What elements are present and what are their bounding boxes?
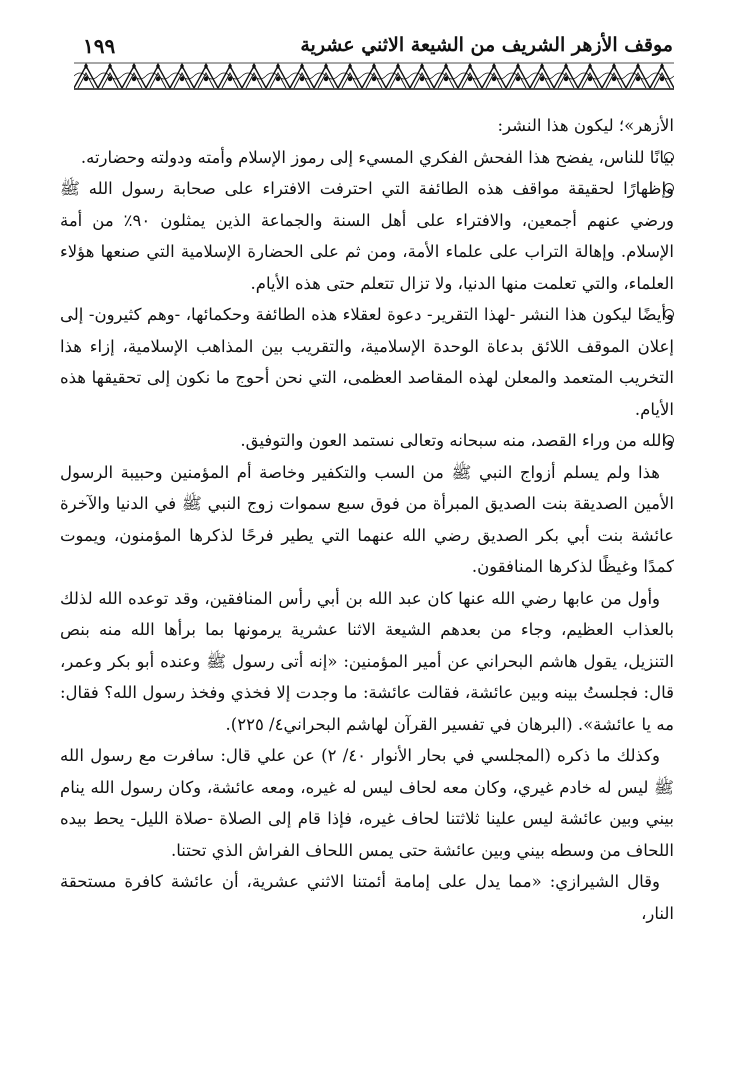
bullet-item-4: [60, 425, 674, 457]
bullet-text: وأيضًا ليكون هذا النشر -لهذا التقرير- دعوة لعقلاء هذه الطائفة وحكمائها، -وهم كثيرون- إلى إعلان الموقف اللائق بدعاة الوحدة الإسلامية، والتقريب بين المذاهب الإسلامية، إزاء هذا التخريب المتعمد والمعلن لهذه المقاصد العظمى، التي نحن أحوج ما نكون إلى تحقيقها هذه الأيام.: [60, 305, 674, 419]
page-number: ١٩٩: [83, 34, 116, 58]
bullet-item-1: [60, 142, 674, 174]
bullet-text: والله من وراء القصد، منه سبحانه وتعالى نستمد العون والتوفيق.: [240, 431, 674, 450]
page-content: [60, 110, 674, 929]
bullet-item-2: [60, 173, 674, 299]
bullet-item-3: [60, 299, 674, 425]
paragraph-1: هذا ولم يسلم أزواج النبي ﷺ من السب والتكفير وخاصة أم المؤمنين وحبيبة الرسول الأمين الصديقة بنت الصديق المبرأة من فوق سبع سموات زوج النبي ﷺ في الدنيا والآخرة عائشة بنت أبي بكر الصديق رضي الله عنهما التي يطير فرحًا لذكرها المؤمنون، ويموت كمدًا وغيظًا لذكرها المنافقون.: [60, 462, 674, 576]
circle-bullet-icon: [664, 183, 674, 193]
intro-line: الأزهر»؛ ليكون هذا النشر:: [497, 116, 674, 135]
circle-bullet-icon: [664, 152, 674, 162]
paragraph-2: وأول من عابها رضي الله عنها كان عبد الله بن أبي رأس المنافقين، وقد توعده الله لذلك بالعذاب العظيم، وجاء من بعدهم الشيعة الاثنا عشرية يرمونها بما برأها الله منه بنص التنزيل، يقول هاشم البحراني عن أمير المؤمنين: «إنه أتى رسول ﷺ وعنده أبو بكر وعمر، قال: فجلستُ بينه وبين عائشة، فقالت عائشة: ما وجدت إلا فخذي وفخذ رسول الله؟ فقال: مه يا عائشة». (البرهان في تفسير القرآن لهاشم البحراني٤/ ٢٢٥).: [60, 588, 674, 734]
circle-bullet-icon: [664, 309, 674, 319]
bullet-text: وإظهارًا لحقيقة مواقف هذه الطائفة التي احترفت الافتراء على صحابة رسول الله ﷺ ورضي عنهم أجمعين، والافتراء على أهل السنة والجماعة الذين يمثلون ٩٠٪ من أمة الإسلام. وإهالة التراب على علماء الأمة، ومن ثم على الحضارة الإسلامية التي صنعها هؤلاء العلماء، والتي تعلمت منها الدنيا، ولا تزال تتعلم حتى هذه الأيام.: [60, 179, 674, 293]
bullet-text: بيانًا للناس، يفضح هذا الفحش الفكري المسيء إلى رموز الإسلام وأمته ودولته وحضارته.: [80, 147, 674, 167]
circle-bullet-icon: [664, 435, 674, 445]
decorative-border-ornament: [74, 62, 674, 90]
paragraph-3: وكذلك ما ذكره (المجلسي في بحار الأنوار ٤٠/ ٢) عن علي قال: سافرت مع رسول الله ﷺ ليس له خادم غيري، وكان معه لحاف ليس له غيره، ومعه عائشة، وكان رسول الله ينام بيني وبين عائشة ليس علينا ثلاثتنا لحاف غيره، فإذا قام إلى الصلاة -صلاة الليل- يحط بيده اللحاف من وسطه بيني وبين عائشة حتى يمس اللحاف الفراش الذي تحتنا.: [60, 746, 674, 860]
running-title: موقف الأزهر الشريف من الشيعة الاثني عشرية: [300, 34, 673, 56]
paragraph-4: وقال الشيرازي: «مما يدل على إمامة أئمتنا الاثني عشرية، أن عائشة كافرة مستحقة النار،: [60, 872, 674, 923]
